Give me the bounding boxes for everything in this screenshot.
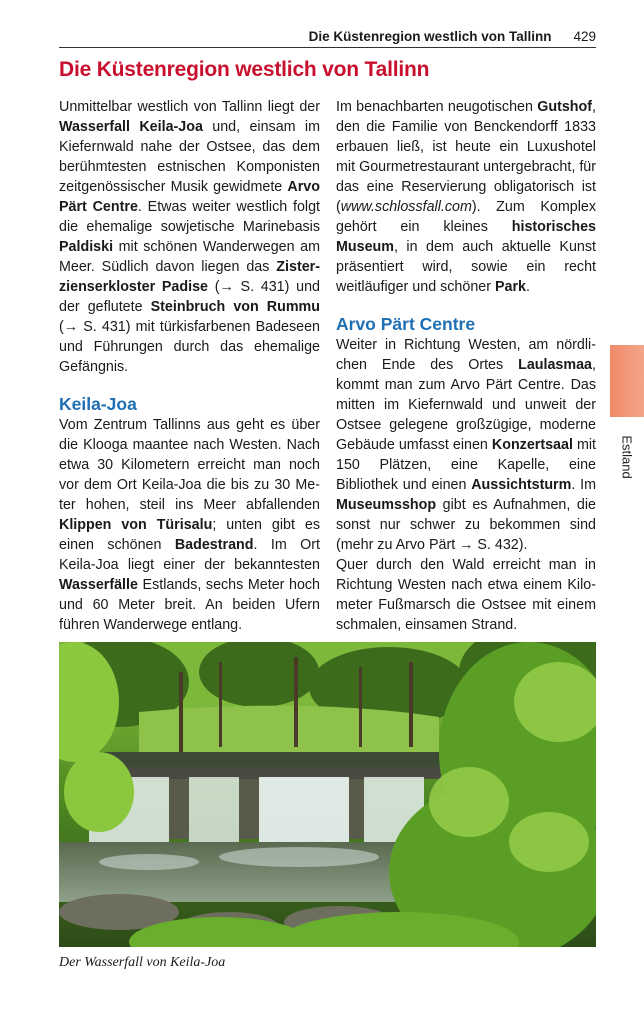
closing-paragraph: Quer durch den Wald erreicht man in Richtung Westen nach etwa einem Kilometer Fußmarsch die Ostsee mit einem schmalen, einsamen Strand. bbox=[336, 557, 596, 633]
arvo-part-paragraph: Weiter in Richtung Westen, am nördlichen Ende des Ortes Laulasmaa, kommt man zum Arvo Pärt Centre. Das mitten im Kiefernwald und unweit der Ostsee gelegene großzügige, moderne Gebäude umfasst einen Konzertsaal mit 150 Plätzen, eine Kapelle, eine Bibliothek und einen Aussichtsturm. Im Museumsshop gibt es Aufnahmen, die sonst nur schwer zu bekommen sind (mehr zu Arvo Pärt → S. 432). bbox=[336, 337, 597, 553]
website-url: www.schlossfall.com bbox=[340, 199, 472, 215]
bold-term: Arvo Pärt Centre bbox=[59, 179, 320, 215]
section-heading-keila-joa: Keila-Joa bbox=[59, 394, 137, 414]
bold-term: Park bbox=[494, 279, 526, 295]
running-title: Die Küstenregion westlich von Tallinn bbox=[308, 29, 552, 44]
page-number: 429 bbox=[573, 29, 596, 44]
bold-term: Museumsshop bbox=[336, 497, 437, 513]
bold-term: Zisterzienserkloster Padise bbox=[59, 259, 320, 295]
bold-term: historisches Museum bbox=[336, 219, 596, 255]
bold-term: Laulasmaa bbox=[518, 357, 593, 373]
side-tab-label: Estland bbox=[619, 435, 635, 479]
right-column bbox=[336, 97, 596, 635]
bold-term: Paldiski bbox=[59, 239, 114, 255]
side-tab-marker bbox=[610, 345, 644, 417]
gutshof-paragraph: Im benachbarten neugotischen Gutshof, den die Familie von Benckendorff 1833 erbauen ließ, ist heute ein Luxushotel mit Gourmetrestaurant untergebracht, für das eine Reservierung obligatorisch ist (www.schlossfall.com). Zum Komplex gehört ein kleines historisches Museum, in dem auch aktuelle Kunst präsentiert wird, sowie ein recht weitläufiger und schöner Park. bbox=[336, 99, 596, 295]
bold-term: Badestrand bbox=[174, 537, 254, 553]
bold-term: Konzertsaal bbox=[491, 437, 573, 453]
bold-term: Steinbruch von Rummu bbox=[150, 299, 320, 315]
bold-term: Gutshof bbox=[537, 99, 593, 115]
bold-term: Wasserfall Keila-Joa bbox=[59, 119, 203, 135]
photo-caption: Der Wasserfall von Keila-Joa bbox=[59, 955, 226, 970]
bold-term: Wasserfälle bbox=[59, 577, 138, 593]
bold-term: Klippen von Türisalu bbox=[59, 517, 213, 533]
section-heading-arvo-part-centre: Arvo Pärt Centre bbox=[336, 314, 476, 334]
page-title: Die Küstenregion westlich von Tallinn bbox=[59, 58, 430, 81]
intro-paragraph: Unmittelbar westlich von Tallinn liegt der Wasserfall Keila-Joa und, einsam im Kiefernwald nahe der Ostsee, das dem berühmtesten estnischen Komponisten zeitgenössischer Musik gewidmete Arvo Pärt Centre. Etwas weiter westlich folgt die ehemalige sowjetische Marinebasis Paldiski mit schönen Wanderwegen am Meer. Südlich davon liegen das Zisterzienserkloster Padise (→ S. 431) und der geflutete Steinbruch von Rummu (→ S. 431) mit türkisfarbenen Badeseen und Führungen durch das ehemalige Gefängnis. bbox=[59, 99, 320, 375]
running-header bbox=[59, 30, 596, 48]
left-column bbox=[59, 97, 320, 635]
bold-term: Aussichtsturm bbox=[471, 477, 572, 493]
waterfall-photo bbox=[59, 642, 596, 947]
waterfall-illustration bbox=[59, 642, 596, 947]
keila-joa-paragraph: Vom Zentrum Tallinns aus geht es über die Klooga maantee nach Westen. Nach etwa 30 Kilometern erreicht man noch vor dem Ort Keila-Joa die bis zu 30 Meter hohen, steil ins Meer abfallenden Klippen von Türisalu; unten gibt es einen schönen Badestrand. Im Ort Keila-Joa liegt einer der bekanntesten Wasserfälle Estlands, sechs Meter hoch und 60 Meter breit. An beiden Ufern führen Wanderwege entlang. bbox=[59, 417, 321, 633]
